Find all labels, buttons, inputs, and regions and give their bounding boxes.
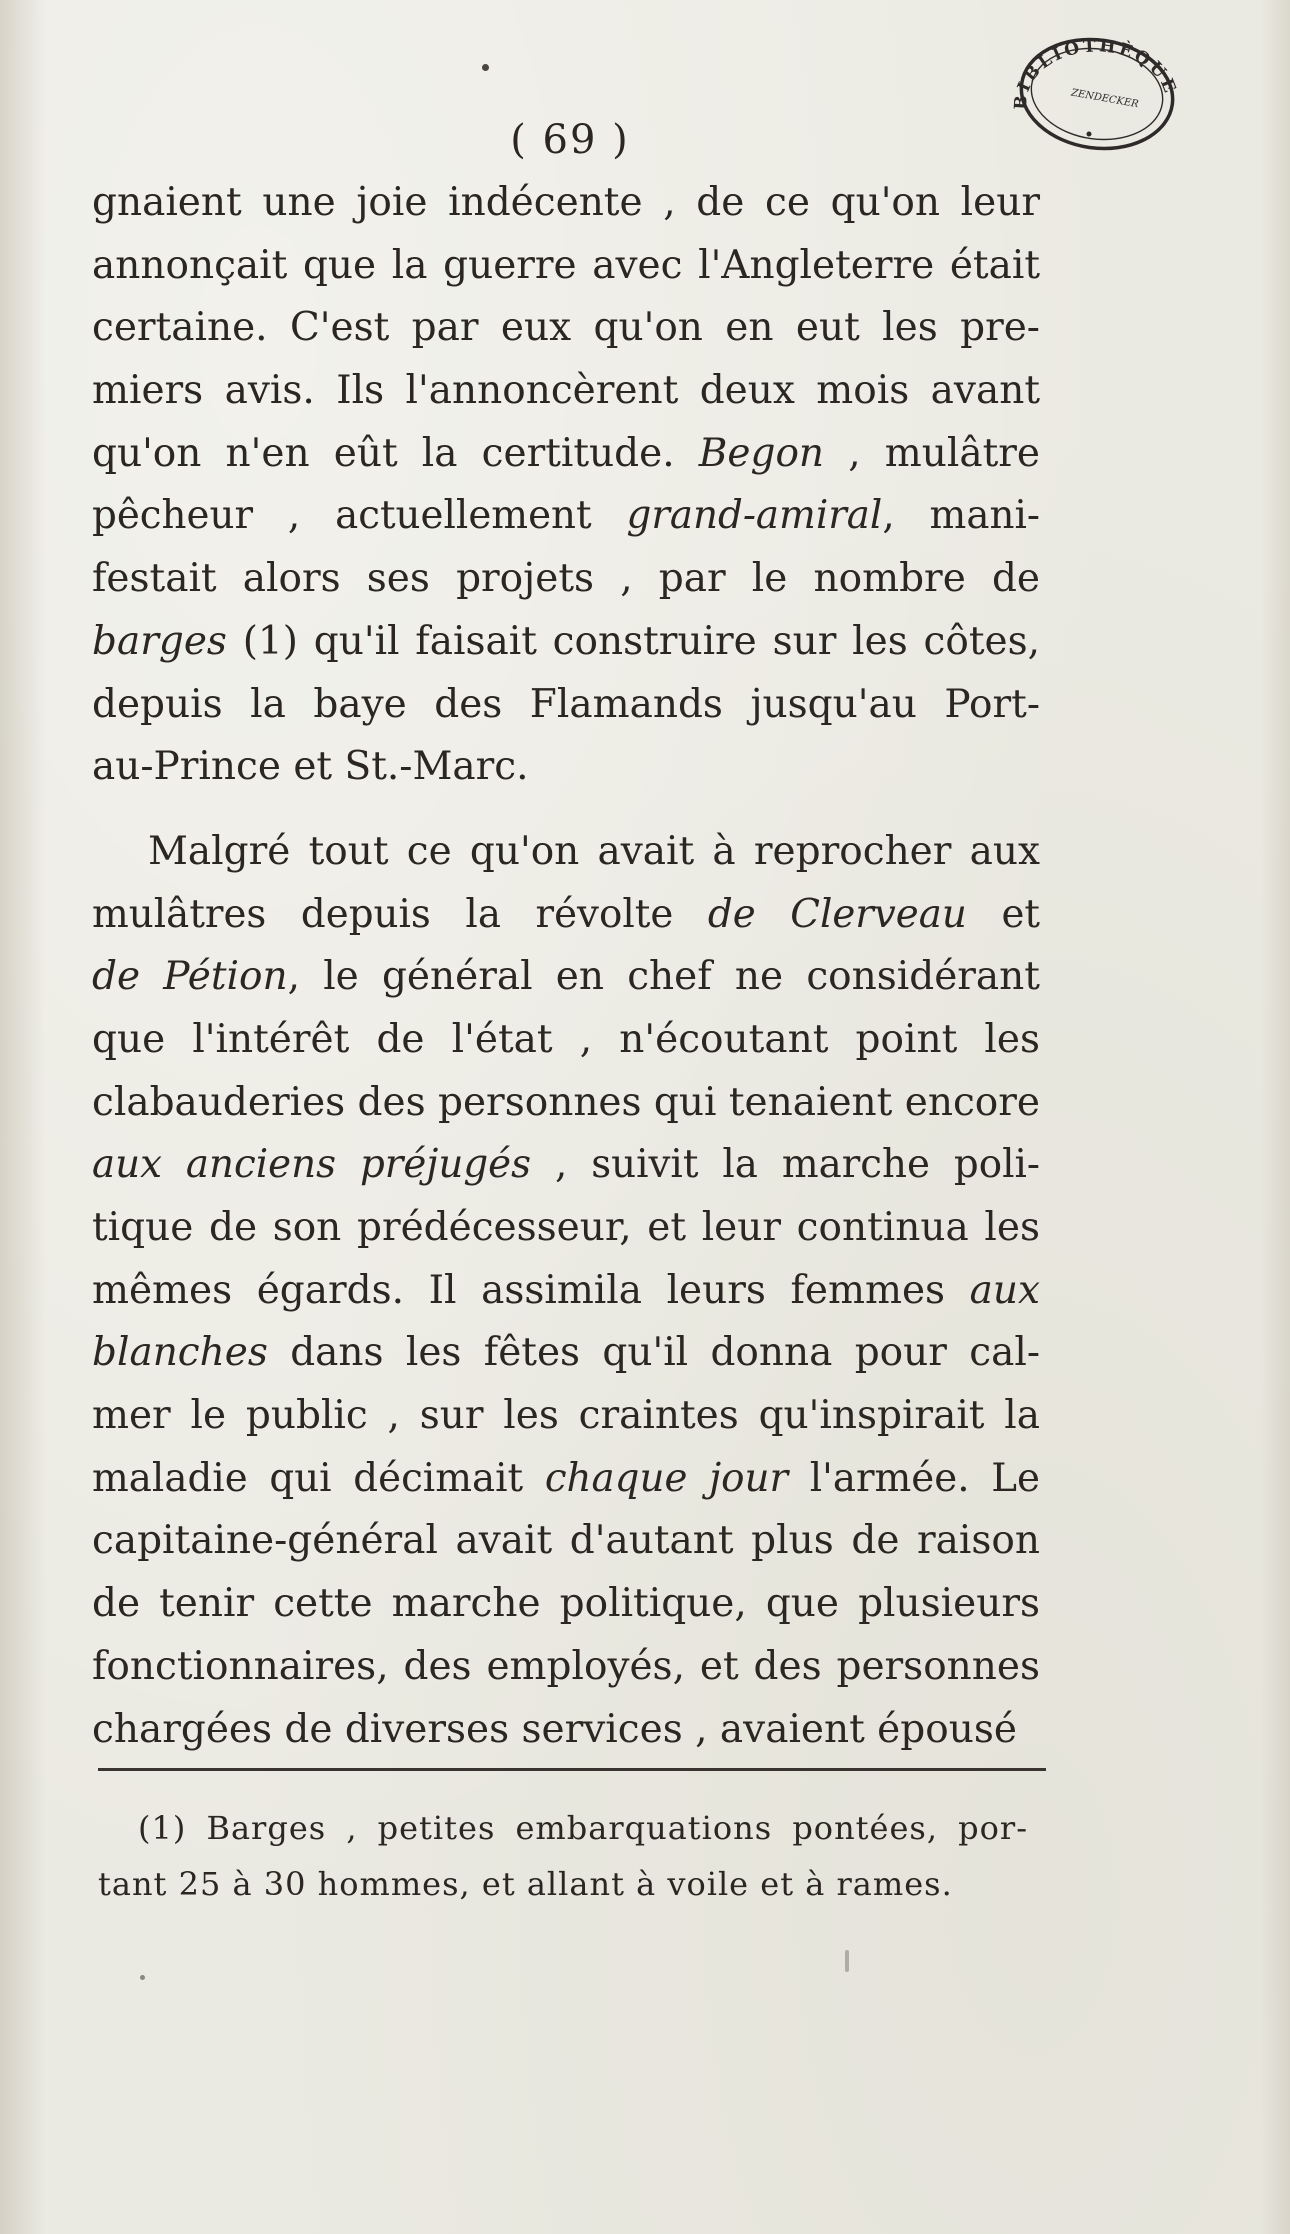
text-line bbox=[92, 423, 1040, 486]
text-run: chargées de diverses services , avaient épousé bbox=[92, 1706, 1017, 1752]
text-run: , le général en chef ne considérant bbox=[287, 954, 1040, 1000]
text-line bbox=[92, 297, 1040, 360]
text-line bbox=[92, 1573, 1040, 1636]
text-run: mer le public , sur les craintes qu'inspirait la bbox=[92, 1393, 1040, 1439]
text-run: , mani- bbox=[882, 493, 1040, 539]
text-run: , suivit la marche poli- bbox=[531, 1142, 1041, 1188]
text-line bbox=[92, 1448, 1040, 1511]
ink-speck bbox=[140, 1975, 145, 1980]
text-run: dans les fêtes qu'il donna pour cal- bbox=[267, 1330, 1040, 1376]
text-run: fonctionnaires, des employés, et des personnes bbox=[92, 1643, 1040, 1689]
text-run: pêcheur , actuellement bbox=[92, 493, 627, 539]
text-line bbox=[92, 1510, 1040, 1573]
text-line bbox=[92, 736, 1040, 799]
italic-run: grand-amiral bbox=[626, 493, 883, 539]
text-line bbox=[92, 485, 1040, 548]
footnote-line: (1) Barges , petites embarquations pontées, por- bbox=[138, 1809, 1028, 1847]
text-line bbox=[92, 821, 1040, 884]
body-text bbox=[92, 172, 1040, 1761]
italic-run: aux anciens préjugés bbox=[92, 1142, 532, 1188]
text-line bbox=[92, 1385, 1040, 1448]
text-line bbox=[92, 1260, 1040, 1323]
text-line bbox=[92, 946, 1040, 1009]
italic-run: de Pétion bbox=[92, 954, 288, 1000]
text-run: et bbox=[966, 891, 1040, 937]
text-run: (1) qu'il faisait construire sur les côtes, bbox=[226, 618, 1040, 664]
text-line bbox=[92, 1322, 1040, 1385]
footnote-rule bbox=[98, 1768, 1046, 1771]
text-line bbox=[92, 1072, 1040, 1135]
text-run: clabauderies des personnes qui tenaient encore bbox=[92, 1079, 1040, 1125]
text-run: maladie qui décimait bbox=[92, 1455, 545, 1501]
text-line bbox=[92, 1636, 1040, 1699]
italic-run: de Clerveau bbox=[707, 891, 967, 937]
text-line bbox=[92, 611, 1040, 674]
italic-run: Begon bbox=[698, 430, 825, 476]
text-run: , mulâtre bbox=[824, 430, 1040, 476]
text-run: mulâtres depuis la révolte bbox=[92, 891, 708, 937]
stamp-arc-textpath: BIBLIOTHÈQUE bbox=[1011, 36, 1181, 111]
text-run: l'armée. Le bbox=[788, 1455, 1040, 1501]
text-line bbox=[92, 674, 1040, 737]
italic-run: aux bbox=[969, 1267, 1040, 1313]
text-run: Malgré tout ce qu'on avait à reprocher aux bbox=[148, 828, 1040, 874]
text-run: miers avis. Ils l'annoncèrent deux mois avant bbox=[92, 368, 1040, 414]
text-line bbox=[92, 1009, 1040, 1072]
footnote-line: tant 25 à 30 hommes, et allant à voile et à rames. bbox=[98, 1865, 953, 1903]
text-line bbox=[92, 884, 1040, 947]
text-line bbox=[92, 360, 1040, 423]
page-number: ( 69 ) bbox=[510, 117, 630, 163]
text-line bbox=[92, 172, 1040, 235]
text-run: capitaine-général avait d'autant plus de raison bbox=[92, 1518, 1040, 1564]
italic-run: chaque jour bbox=[544, 1455, 789, 1501]
text-run: certaine. C'est par eux qu'on en eut les pre- bbox=[92, 305, 1040, 351]
text-line bbox=[92, 1134, 1040, 1197]
text-run: de tenir cette marche politique, que plusieurs bbox=[92, 1581, 1040, 1627]
text-run: festait alors ses projets , par le nombre de bbox=[92, 556, 1040, 602]
text-run: annonçait que la guerre avec l'Angleterre était bbox=[92, 242, 1040, 288]
text-line bbox=[92, 1699, 1040, 1762]
text-run: depuis la baye des Flamands jusqu'au Port- bbox=[92, 681, 1040, 727]
italic-run: barges bbox=[92, 618, 227, 664]
ink-speck bbox=[845, 1950, 849, 1972]
text-run: qu'on n'en eût la certitude. bbox=[92, 430, 699, 476]
text-run: gnaient une joie indécente , de ce qu'on leur bbox=[92, 180, 1040, 225]
text-run: mêmes égards. Il assimila leurs femmes bbox=[92, 1267, 970, 1313]
text-run: tique de son prédécesseur, et leur continua les bbox=[92, 1205, 1040, 1250]
text-line bbox=[92, 1197, 1040, 1260]
stamp-inner-text: ZENDECKER bbox=[1070, 87, 1140, 111]
text-run: que l'intérêt de l'état , n'écoutant point les bbox=[92, 1016, 1040, 1062]
italic-run: blanches bbox=[92, 1330, 268, 1376]
ink-speck bbox=[482, 64, 489, 71]
text-line bbox=[92, 235, 1040, 298]
paragraph-gap bbox=[92, 799, 1040, 821]
text-run: au-Prince et St.-Marc. bbox=[92, 744, 529, 790]
footnotes bbox=[98, 1800, 1028, 1912]
library-stamp bbox=[1005, 18, 1185, 158]
text-line bbox=[92, 548, 1040, 611]
